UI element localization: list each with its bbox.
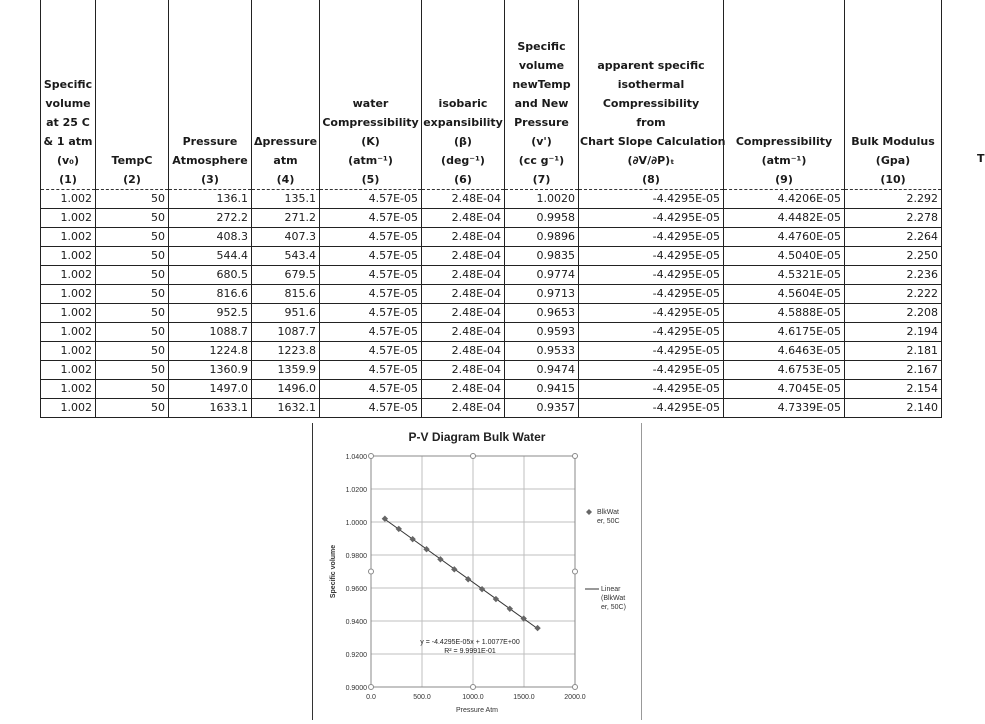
header-line: Specific: [517, 40, 566, 53]
table-cell[interactable]: -4.4295E-05: [579, 323, 724, 342]
selection-handle: [369, 685, 374, 690]
table-cell[interactable]: 680.5: [169, 266, 252, 285]
table-cell[interactable]: 50: [96, 266, 169, 285]
table-cell[interactable]: 136.1: [169, 190, 252, 209]
table-cell[interactable]: 2.48E-04: [422, 399, 505, 418]
header-line: Bulk Modulus: [851, 135, 935, 148]
selection-handle: [471, 454, 476, 459]
header-line: isobaric: [438, 97, 488, 110]
table-cell[interactable]: 4.7045E-05: [724, 380, 845, 399]
trendline-r2: R² = 9.9991E-01: [444, 648, 496, 655]
table-cell[interactable]: 1.0020: [505, 190, 579, 209]
table-cell[interactable]: -4.4295E-05: [579, 342, 724, 361]
header-line: (2): [123, 173, 141, 186]
table-cell[interactable]: 1.002: [41, 266, 96, 285]
table-cell[interactable]: 4.57E-05: [320, 190, 422, 209]
y-tick-label: 0.9600: [345, 586, 367, 593]
table-cell[interactable]: 0.9357: [505, 399, 579, 418]
table-cell[interactable]: 2.222: [845, 285, 942, 304]
x-tick-label: 2000.0: [564, 694, 586, 701]
table-cell[interactable]: 1.002: [41, 285, 96, 304]
table-cell[interactable]: 2.167: [845, 361, 942, 380]
table-cell[interactable]: 2.154: [845, 380, 942, 399]
table-cell[interactable]: -4.4295E-05: [579, 228, 724, 247]
table-cell[interactable]: 2.48E-04: [422, 247, 505, 266]
table-row: [41, 323, 942, 342]
table-cell[interactable]: 1.002: [41, 342, 96, 361]
column-header-10: [845, 0, 942, 190]
column-header-9: [724, 0, 845, 190]
column-header-5: [320, 0, 422, 190]
table-cell[interactable]: 4.4760E-05: [724, 228, 845, 247]
table-cell[interactable]: -4.4295E-05: [579, 361, 724, 380]
selection-handle: [471, 685, 476, 690]
y-tick-label: 0.9000: [345, 685, 367, 692]
truncated-column-header: T: [977, 152, 985, 165]
table-cell[interactable]: 2.48E-04: [422, 209, 505, 228]
table-cell[interactable]: 50: [96, 380, 169, 399]
table-cell[interactable]: 50: [96, 247, 169, 266]
table-cell[interactable]: 50: [96, 361, 169, 380]
header-line: (1): [59, 173, 77, 186]
x-tick-label: 0.0: [366, 694, 376, 701]
table-cell[interactable]: 2.48E-04: [422, 323, 505, 342]
table-cell[interactable]: 1497.0: [169, 380, 252, 399]
header-line: Chart Slope Calculation: [580, 135, 726, 148]
table-cell[interactable]: -4.4295E-05: [579, 285, 724, 304]
table-row: [41, 247, 942, 266]
header-line: (9): [775, 173, 793, 186]
table-cell[interactable]: 0.9958: [505, 209, 579, 228]
table-cell[interactable]: 2.208: [845, 304, 942, 323]
table-row: [41, 380, 942, 399]
table-row: [41, 361, 942, 380]
table-cell[interactable]: 408.3: [169, 228, 252, 247]
table-cell[interactable]: -4.4295E-05: [579, 266, 724, 285]
header-line: (β): [454, 135, 472, 148]
header-line: (10): [880, 173, 906, 186]
table-cell[interactable]: 4.57E-05: [320, 304, 422, 323]
table-cell[interactable]: 1632.1: [252, 399, 320, 418]
header-line: Compressibility: [735, 135, 833, 148]
table-cell[interactable]: 2.181: [845, 342, 942, 361]
table-cell[interactable]: 0.9774: [505, 266, 579, 285]
chart-container: [312, 423, 642, 720]
x-tick-label: 500.0: [413, 694, 431, 701]
table-cell[interactable]: 1.002: [41, 380, 96, 399]
header-line: at 25 C: [46, 116, 90, 129]
header-line: (7): [532, 173, 551, 186]
selection-handle: [573, 685, 578, 690]
selection-handle: [573, 454, 578, 459]
table-cell[interactable]: 1.002: [41, 304, 96, 323]
table-cell[interactable]: 2.250: [845, 247, 942, 266]
trendline-equation: y = -4.4295E-05x + 1.0077E+00: [420, 639, 520, 646]
x-tick-label: 1500.0: [513, 694, 535, 701]
selection-handle: [573, 569, 578, 574]
table-cell[interactable]: 50: [96, 304, 169, 323]
column-header-7: [505, 0, 579, 190]
header-row: [41, 0, 942, 190]
table-cell[interactable]: 0.9713: [505, 285, 579, 304]
table-cell[interactable]: 1.002: [41, 190, 96, 209]
y-axis-label: Specific volume: [330, 544, 337, 599]
header-line: (3): [201, 173, 219, 186]
header-line: (Gpa): [875, 154, 911, 167]
table-cell[interactable]: 4.57E-05: [320, 399, 422, 418]
table-cell[interactable]: 4.57E-05: [320, 209, 422, 228]
table-cell[interactable]: 951.6: [252, 304, 320, 323]
x-tick-label: 1000.0: [462, 694, 484, 701]
column-header-3: [169, 0, 252, 190]
trendline: [385, 519, 538, 628]
table-cell[interactable]: -4.4295E-05: [579, 247, 724, 266]
table-cell[interactable]: 1.002: [41, 361, 96, 380]
table-cell[interactable]: 50: [96, 399, 169, 418]
table-cell[interactable]: -4.4295E-05: [579, 380, 724, 399]
table-cell[interactable]: 4.7339E-05: [724, 399, 845, 418]
table-row: [41, 342, 942, 361]
table-cell[interactable]: 4.5321E-05: [724, 266, 845, 285]
legend-label-series: BlkWat: [597, 509, 619, 516]
table-row: [41, 228, 942, 247]
table-cell[interactable]: 2.48E-04: [422, 190, 505, 209]
column-header-6: [422, 0, 505, 190]
table-cell[interactable]: 4.4206E-05: [724, 190, 845, 209]
table-cell[interactable]: 1359.9: [252, 361, 320, 380]
y-tick-label: 1.0000: [345, 520, 367, 527]
table-cell[interactable]: 4.57E-05: [320, 380, 422, 399]
header-line: Compressibility: [322, 116, 419, 129]
table-cell[interactable]: 4.57E-05: [320, 247, 422, 266]
y-tick-label: 0.9400: [345, 619, 367, 626]
table-cell[interactable]: 4.57E-05: [320, 266, 422, 285]
header-line: (K): [361, 135, 380, 148]
table-cell[interactable]: 1.002: [41, 209, 96, 228]
header-line: isothermal: [617, 78, 685, 91]
header-line: expansibility: [423, 116, 503, 129]
header-line: (4): [276, 173, 295, 186]
header-line: newTemp: [512, 78, 571, 91]
column-header-2: [96, 0, 169, 190]
header-line: (atm⁻¹): [348, 154, 393, 167]
table-cell[interactable]: 544.4: [169, 247, 252, 266]
table-row: [41, 304, 942, 323]
header-line: Pressure: [514, 116, 569, 129]
table-row: [41, 209, 942, 228]
header-line: (v₀): [56, 154, 80, 167]
table-cell[interactable]: 1224.8: [169, 342, 252, 361]
table-cell[interactable]: 815.6: [252, 285, 320, 304]
table-cell[interactable]: 2.48E-04: [422, 361, 505, 380]
header-line: (8): [642, 173, 660, 186]
data-table: [40, 0, 942, 418]
header-line: apparent specific: [597, 59, 705, 72]
table-cell[interactable]: 50: [96, 209, 169, 228]
header-line: Pressure: [182, 135, 238, 148]
table-cell[interactable]: 4.57E-05: [320, 361, 422, 380]
header-line: (∂V/∂P)ₜ: [627, 154, 675, 167]
table-cell[interactable]: 4.57E-05: [320, 342, 422, 361]
table-cell[interactable]: 2.264: [845, 228, 942, 247]
header-line: water: [352, 97, 389, 110]
header-line: (6): [454, 173, 472, 186]
table-cell[interactable]: 2.48E-04: [422, 342, 505, 361]
header-line: Compressibility: [602, 97, 700, 110]
table-cell[interactable]: 1496.0: [252, 380, 320, 399]
column-header-1: [41, 0, 96, 190]
table-cell[interactable]: 1.002: [41, 228, 96, 247]
table-cell[interactable]: 1087.7: [252, 323, 320, 342]
column-header-8: [579, 0, 724, 190]
table-cell[interactable]: 0.9835: [505, 247, 579, 266]
header-line: (atm⁻¹): [761, 154, 807, 167]
table-cell[interactable]: 4.6753E-05: [724, 361, 845, 380]
table-cell[interactable]: 50: [96, 228, 169, 247]
y-tick-label: 1.0200: [345, 487, 367, 494]
table-cell[interactable]: 271.2: [252, 209, 320, 228]
table-cell[interactable]: 1360.9: [169, 361, 252, 380]
table-cell[interactable]: 2.292: [845, 190, 942, 209]
header-line: volume: [518, 59, 565, 72]
table-cell[interactable]: 4.5040E-05: [724, 247, 845, 266]
table-cell[interactable]: 0.9533: [505, 342, 579, 361]
selection-handle: [369, 569, 374, 574]
column-header-4: [252, 0, 320, 190]
table-row: [41, 285, 942, 304]
table-cell[interactable]: 2.48E-04: [422, 266, 505, 285]
legend-label-trendline: (BlkWat: [601, 595, 626, 602]
table-cell[interactable]: 50: [96, 342, 169, 361]
table-cell[interactable]: 50: [96, 285, 169, 304]
spreadsheet: [40, 0, 985, 418]
legend-label-series: er, 50C: [597, 518, 620, 525]
table-cell[interactable]: 2.278: [845, 209, 942, 228]
header-line: (cc g⁻¹): [518, 154, 565, 167]
header-line: Specific: [43, 78, 93, 91]
table-cell[interactable]: 1.002: [41, 247, 96, 266]
table-cell[interactable]: 1.002: [41, 323, 96, 342]
header-line: & 1 atm: [43, 135, 93, 148]
y-tick-label: 0.9200: [345, 652, 367, 659]
table-cell[interactable]: -4.4295E-05: [579, 190, 724, 209]
table-cell[interactable]: 0.9653: [505, 304, 579, 323]
table-cell[interactable]: 1.002: [41, 399, 96, 418]
table-cell[interactable]: 0.9896: [505, 228, 579, 247]
header-line: (5): [361, 173, 380, 186]
table-row: [41, 266, 942, 285]
table-cell[interactable]: 2.194: [845, 323, 942, 342]
table-cell[interactable]: 2.48E-04: [422, 304, 505, 323]
chart-title: P-V Diagram Bulk Water: [408, 430, 546, 444]
table-cell[interactable]: 135.1: [252, 190, 320, 209]
table-cell[interactable]: 952.5: [169, 304, 252, 323]
header-line: (v'): [531, 135, 552, 148]
table-cell[interactable]: 543.4: [252, 247, 320, 266]
table-cell[interactable]: 1223.8: [252, 342, 320, 361]
header-line: TempC: [111, 154, 153, 167]
pv-diagram-chart: [313, 423, 641, 720]
table-cell[interactable]: 4.57E-05: [320, 285, 422, 304]
table-cell[interactable]: 4.4482E-05: [724, 209, 845, 228]
table-cell[interactable]: 4.6463E-05: [724, 342, 845, 361]
header-line: and New: [514, 97, 569, 110]
table-cell[interactable]: 4.5888E-05: [724, 304, 845, 323]
header-line: from: [636, 116, 666, 129]
table-cell[interactable]: 4.57E-05: [320, 228, 422, 247]
table-cell[interactable]: 679.5: [252, 266, 320, 285]
table-body: [41, 190, 942, 418]
header-line: Δpressure: [253, 135, 318, 148]
table-cell[interactable]: 4.57E-05: [320, 323, 422, 342]
table-cell[interactable]: -4.4295E-05: [579, 209, 724, 228]
table-row: [41, 399, 942, 418]
table-row: [41, 190, 942, 209]
table-cell[interactable]: 0.9474: [505, 361, 579, 380]
header-line: atm: [273, 154, 298, 167]
legend-label-trendline: er, 50C): [601, 604, 626, 611]
data-point: [534, 625, 540, 631]
table-cell[interactable]: 2.48E-04: [422, 228, 505, 247]
table-cell[interactable]: 50: [96, 190, 169, 209]
header-line: (deg⁻¹): [441, 154, 485, 167]
y-tick-label: 0.9800: [345, 553, 367, 560]
table-cell[interactable]: 816.6: [169, 285, 252, 304]
legend-marker-icon: [586, 509, 592, 515]
table-cell[interactable]: -4.4295E-05: [579, 304, 724, 323]
table-cell[interactable]: 0.9593: [505, 323, 579, 342]
table-cell[interactable]: 2.48E-04: [422, 380, 505, 399]
table-cell[interactable]: 1088.7: [169, 323, 252, 342]
table-cell[interactable]: 407.3: [252, 228, 320, 247]
table-cell[interactable]: 0.9415: [505, 380, 579, 399]
selection-handle: [369, 454, 374, 459]
table-cell[interactable]: -4.4295E-05: [579, 399, 724, 418]
table-cell[interactable]: 2.140: [845, 399, 942, 418]
table-cell[interactable]: 2.48E-04: [422, 285, 505, 304]
header-line: volume: [45, 97, 91, 110]
table-cell[interactable]: 4.6175E-05: [724, 323, 845, 342]
legend-label-trendline: Linear: [601, 586, 621, 593]
table-cell[interactable]: 272.2: [169, 209, 252, 228]
y-tick-label: 1.0400: [345, 454, 367, 461]
table-cell[interactable]: 1633.1: [169, 399, 252, 418]
x-axis-label: Pressure Atm: [455, 707, 499, 714]
header-line: Atmosphere: [172, 154, 248, 167]
table-cell[interactable]: 4.5604E-05: [724, 285, 845, 304]
table-cell[interactable]: 50: [96, 323, 169, 342]
table-cell[interactable]: 2.236: [845, 266, 942, 285]
